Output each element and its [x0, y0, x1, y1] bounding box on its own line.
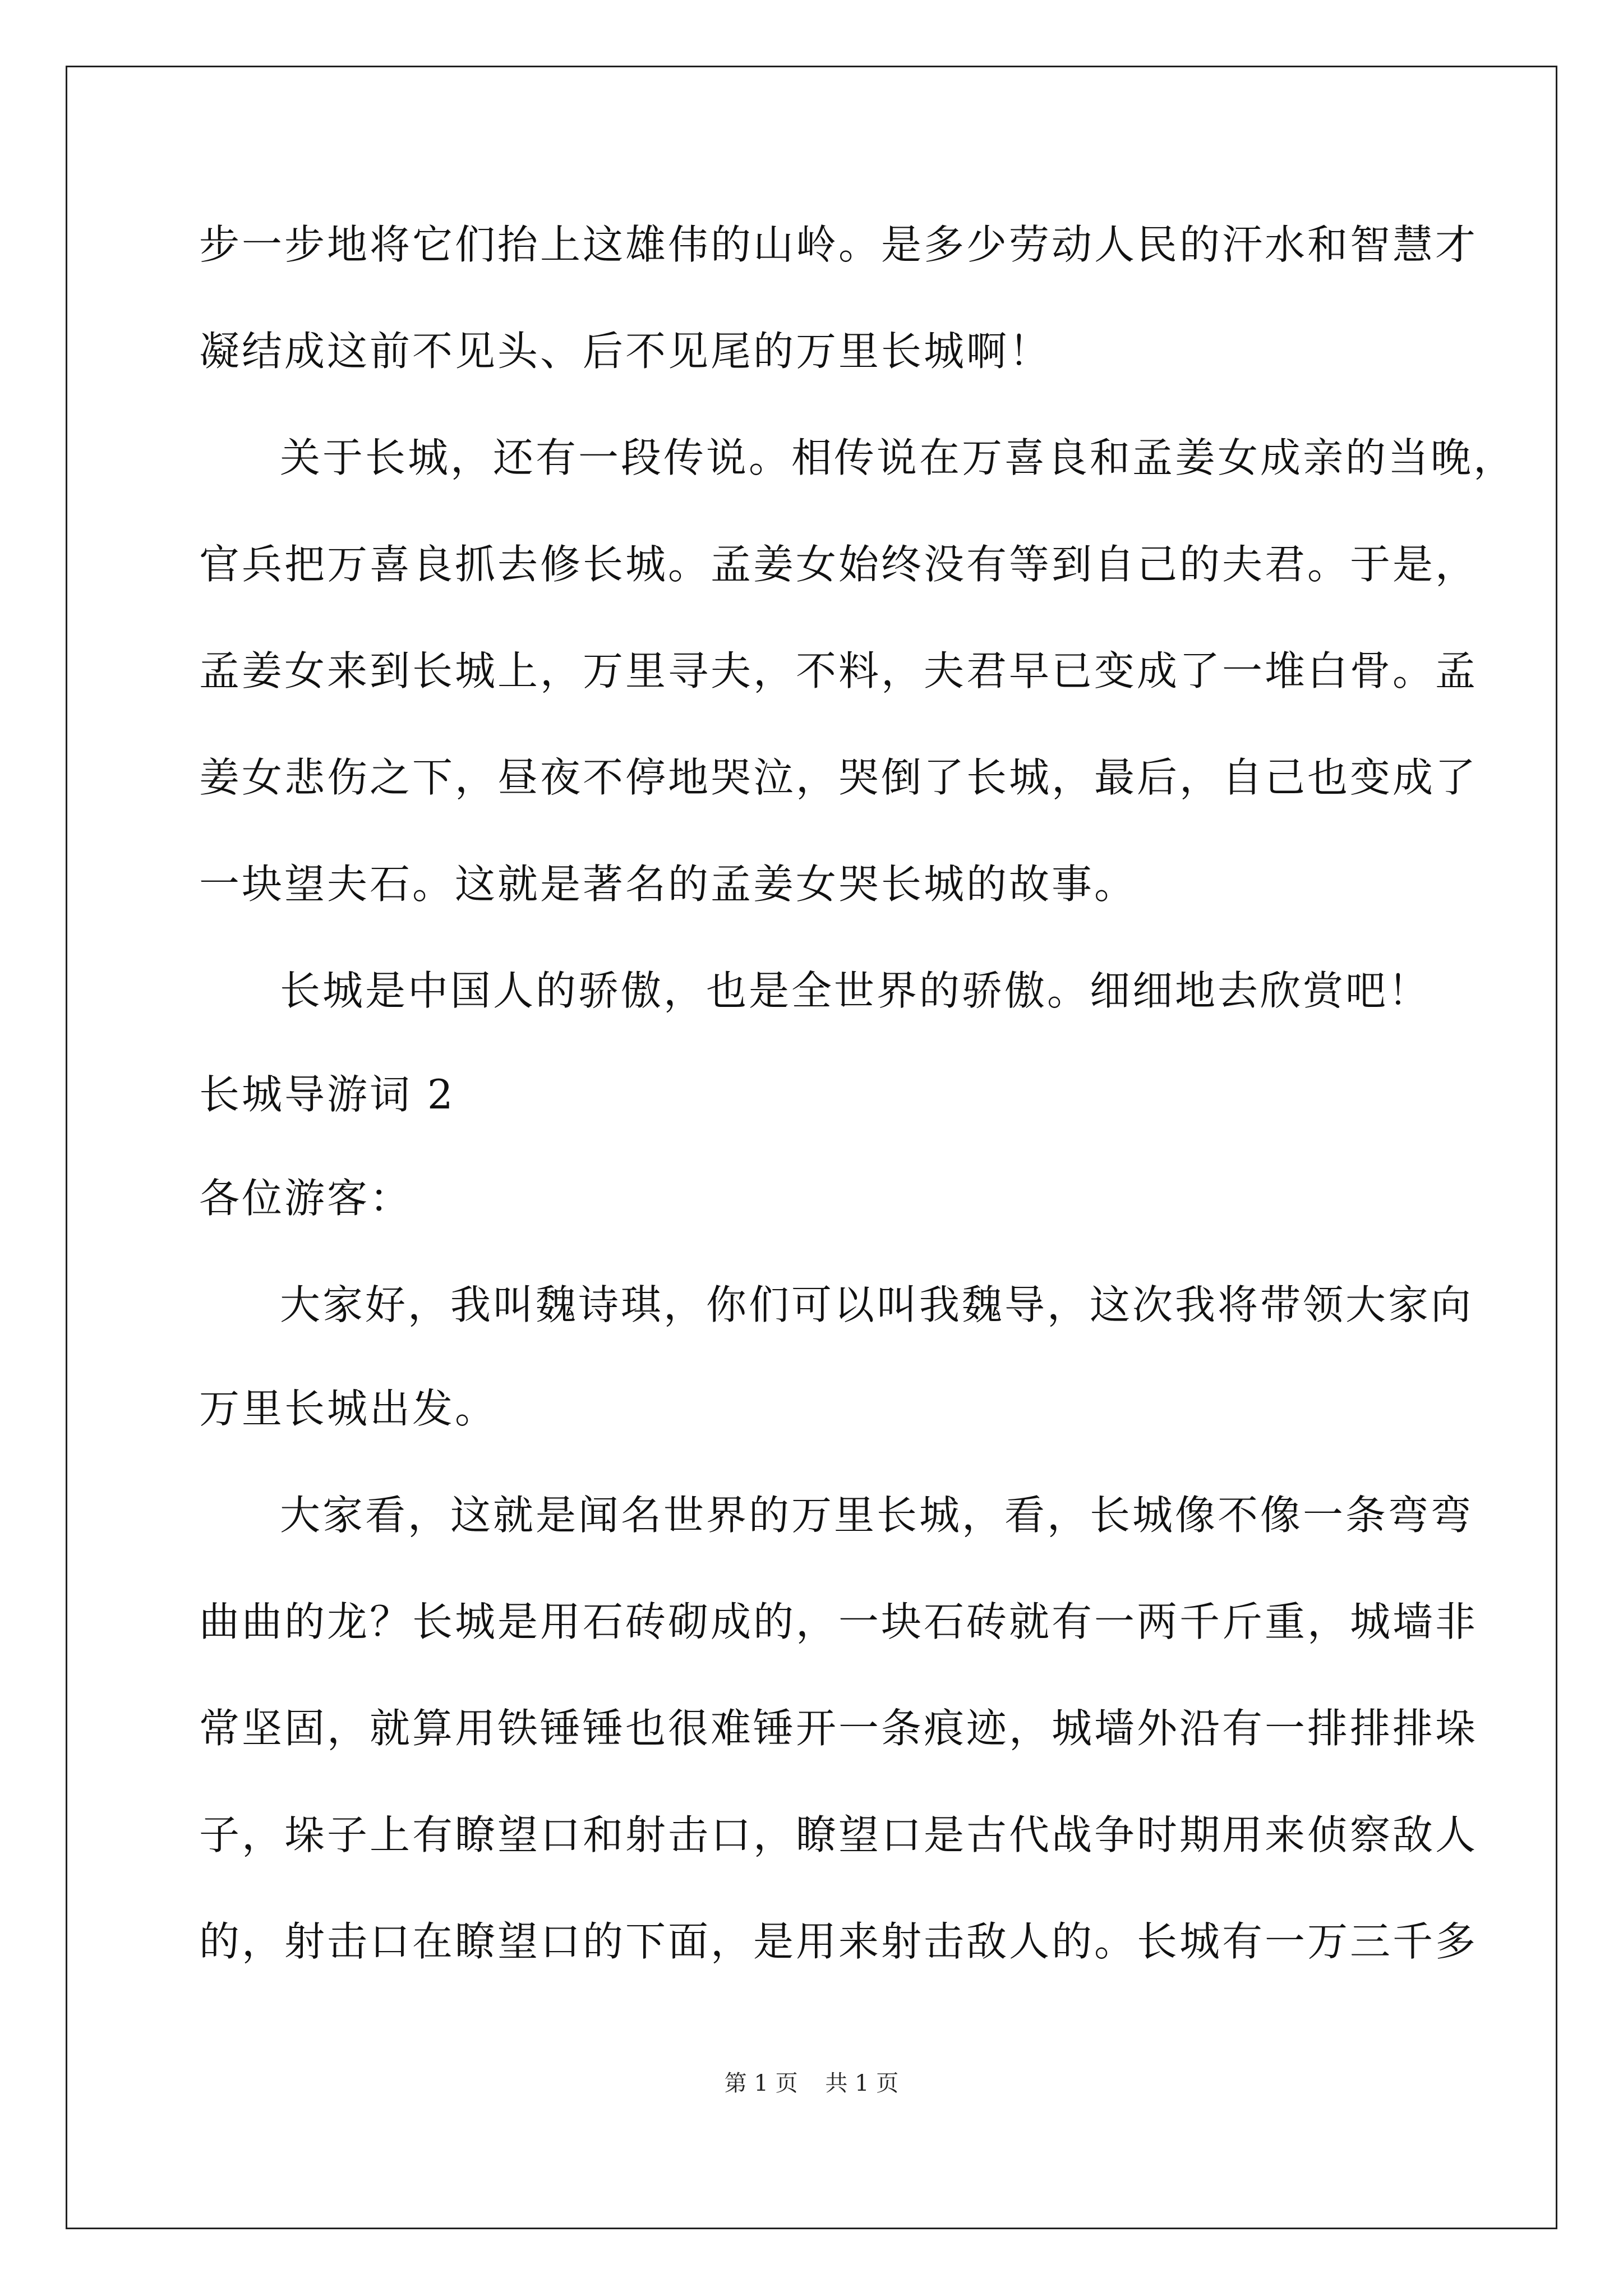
page-number-total: 共 1 页	[825, 2070, 899, 2096]
text-line: 曲曲的龙？长城是用石砖砌成的，一块石砖就有一两千斤重，城墙非	[199, 1598, 1478, 1645]
section-title: 长城导游词 2	[199, 1071, 455, 1118]
text-line: 万里长城出发。	[199, 1385, 498, 1432]
text-line: 常坚固，就算用铁锤锤也很难锤开一条痕迹，城墙外沿有一排排排垛	[199, 1705, 1478, 1752]
paragraph-start: 关于长城，还有一段传说。相传说在万喜良和孟姜女成亲的当晚，	[280, 434, 1516, 481]
text-line: 的，射击口在瞭望口的下面，是用来射击敌人的。长城有一万三千多	[199, 1918, 1478, 1965]
page-number-current: 第 1 页	[724, 2070, 798, 2096]
page-footer	[0, 2070, 1623, 2097]
greeting-line: 各位游客：	[199, 1175, 413, 1222]
text-line: 凝结成这前不见头、后不见尾的万里长城啊！	[199, 328, 1052, 375]
text-line: 孟姜女来到长城上，万里寻夫，不料，夫君早已变成了一堆白骨。孟	[199, 647, 1478, 694]
text-line: 步一步地将它们抬上这雄伟的山岭。是多少劳动人民的汗水和智慧才	[199, 221, 1478, 268]
paragraph-start: 大家看，这就是闻名世界的万里长城，看，长城像不像一条弯弯	[280, 1492, 1474, 1539]
text-line: 姜女悲伤之下，昼夜不停地哭泣，哭倒了长城，最后，自己也变成了	[199, 754, 1478, 801]
text-line: 官兵把万喜良抓去修长城。孟姜女始终没有等到自己的夫君。于是，	[199, 541, 1478, 588]
paragraph-start: 长城是中国人的骄傲，也是全世界的骄傲。细细地去欣赏吧！	[280, 967, 1431, 1014]
page-border	[66, 66, 1557, 2229]
text-line: 一块望夫石。这就是著名的孟姜女哭长城的故事。	[199, 861, 1137, 908]
paragraph-start: 大家好，我叫魏诗琪，你们可以叫我魏导，这次我将带领大家向	[280, 1281, 1474, 1328]
text-line: 子，垛子上有瞭望口和射击口，瞭望口是古代战争时期用来侦察敌人	[199, 1811, 1478, 1858]
